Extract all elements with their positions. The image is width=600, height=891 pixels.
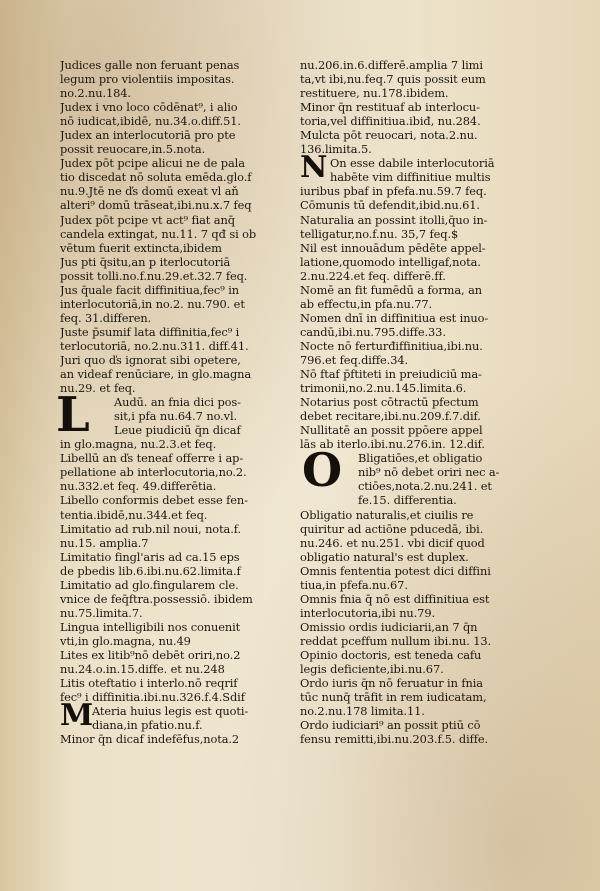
text-line: terlocutoriā, no.2.nu.311. diff.41. <box>60 338 249 353</box>
right-block-3 <box>300 184 548 451</box>
text-line: interlocutoria,ibi nu.79. <box>300 605 435 620</box>
text-line: nu.206.in.6.differē.amplia 7 limi <box>300 58 483 72</box>
drop-cap-initial: M <box>60 698 94 734</box>
text-line: Limitatio ad glo.fingularem cle. <box>60 577 239 592</box>
text-line: ta,vt ibi,nu.feq.7 quis possit eum <box>300 72 486 87</box>
left-block-4-m-section <box>60 698 300 734</box>
text-line: Nomē an fit fumēdū a forma, an <box>300 282 483 297</box>
text-line: interlocutoriā,in no.2. nu.790. et <box>60 296 245 311</box>
text-line: Litis oteftatio i interlo.nō reqrif <box>60 676 238 691</box>
text-line: vti,in glo.magna, nu.49 <box>60 633 191 648</box>
text-line: nib⁹ nō debet oriri nec a- <box>358 465 500 480</box>
text-line: Limitatio ad rub.nil noui, nota.f. <box>60 521 241 536</box>
index-column-left <box>56 58 300 747</box>
text-line: fec⁹ i diffinitia.ibi.nu.326.f.4.Sdif <box>60 690 245 705</box>
text-line: restituere, nu.178.ibidem. <box>300 86 449 101</box>
text-line: no.2.nu.184. <box>60 86 131 101</box>
text-line: Nomen dnī in diffinitiua est inuo- <box>300 310 489 325</box>
text-line: nu.29. et feq. <box>60 381 136 396</box>
drop-cap-initial: O <box>302 443 342 498</box>
text-line: Libellū an ďs teneaf offerre i ap- <box>60 451 244 466</box>
text-line: Mulcta pōt reuocari, nota.2.nu. <box>300 128 478 143</box>
text-line: Ordo iudiciari⁹ an possit ptiū cō <box>300 718 481 733</box>
text-line: Audū. an fnia dici pos- <box>114 395 241 410</box>
text-line: legum pro violentiis impositas. <box>60 72 235 87</box>
text-line: possit reuocare,in.5.nota. <box>60 142 206 157</box>
text-line: Bligatiōes,et obligatio <box>358 451 483 466</box>
text-line: Judex an interlocutoriā pro pte <box>60 128 236 143</box>
text-line: legis deficiente,ibi.nu.67. <box>300 662 444 677</box>
text-line: 2.nu.224.et feq. differē.ff. <box>300 268 446 283</box>
text-line: Leue piudiciū q̄n dicaf <box>114 423 241 438</box>
text-line: 136.limita.5. <box>300 142 372 157</box>
text-line: telligatur,no.f.nu. 35,7 feq.$ <box>300 226 459 241</box>
text-line: tio discedat nō soluta emēda.glo.f <box>60 170 252 185</box>
text-line: in glo.magna, nu.2.3.et feq. <box>60 437 217 452</box>
text-line: Lites ex litib⁹nō debēt oriri,no.2 <box>60 647 241 662</box>
text-line: nu.75.limita.7. <box>60 605 143 620</box>
text-line: nu.24.o.in.15.diffe. et nu.248 <box>60 662 225 677</box>
text-line: tiua,in pfefa.nu.67. <box>300 577 408 592</box>
text-line: fe.15. differentia. <box>358 493 457 508</box>
text-line: Omnis fnia q̄ nō est diffinitiua est <box>300 591 490 606</box>
text-line: nu.15. amplia.7 <box>60 535 149 550</box>
text-line: possit tolli.no.f.nu.29.et.32.7 feq. <box>60 268 248 283</box>
right-block-1 <box>300 58 548 156</box>
text-line: ab effectu,in pfa.nu.77. <box>300 296 433 311</box>
text-line: Judex i vno loco cōdēnat⁹, i alio <box>60 100 238 115</box>
text-line: de pbedis lib.6.ibi.nu.62.limita.f <box>60 563 241 578</box>
text-line: Minor q̄n restituaf ab interlocu- <box>300 100 480 115</box>
text-line: Libello conformis debet esse fen- <box>60 493 248 508</box>
text-line: Judex pōt pcipe alicui ne de pala <box>60 156 245 171</box>
text-line: nō iudicat,ibidē, nu.34.o.diff.51. <box>60 114 241 129</box>
text-line: habēte vim diffinitiue multis <box>330 170 491 185</box>
text-line: ctiōes,nota.2.nu.241. et <box>358 479 492 494</box>
text-line: reddat pceffum nullum ibi.nu. 13. <box>300 633 492 648</box>
text-line: Cōmunis tū defendit,ibid.nu.61. <box>300 198 480 213</box>
text-line: no.2.nu.178 limita.11. <box>300 704 425 719</box>
drop-cap-initial: N <box>300 150 328 186</box>
text-line: Omnis fententia potest dici diffini <box>300 563 491 578</box>
index-column-right <box>300 58 548 746</box>
text-line: 796.et feq.diffe.34. <box>300 352 409 367</box>
text-line: pellatione ab interlocutoria,no.2. <box>60 465 247 480</box>
text-line: iuribus pbaf in pfefa.nu.59.7 feq. <box>300 184 487 199</box>
text-line: nu.246. et nu.251. vbi dicif quod <box>300 535 485 550</box>
text-line: quiritur ad actiōne pducedā, ibi. <box>300 521 484 536</box>
text-line: Naturalia an possint itolli,q̄uo in- <box>300 212 488 227</box>
text-line: obligatio natural's est duplex. <box>300 549 469 564</box>
text-line: Omissio ordis iudiciarii,an 7 q̄n <box>300 619 478 634</box>
text-line: fensu remitti,ibi.nu.203.f.5. diffe. <box>300 732 489 747</box>
text-line: Judex pōt pcipe vt act⁹ fiat anq̄ <box>60 212 235 227</box>
text-line: Nullitatē an possit ppōere appel <box>300 423 483 438</box>
text-line: alteri⁹ domū trāseat,ibi.nu.x.7 feq <box>60 198 252 213</box>
text-line: tentia.ibidē,nu.344.et feq. <box>60 507 208 522</box>
text-line: Nil est innouādum pēdēte appel- <box>300 240 486 255</box>
text-line: Notarius post cōtractū pfectum <box>300 395 479 410</box>
text-line: Ateria huius legis est quoti- <box>92 704 249 719</box>
text-line: toria,vel diffinitiua.ibiđ, nu.284. <box>300 114 481 129</box>
text-line: Limitatio fingl'aris ad ca.15 eps <box>60 549 240 564</box>
text-line: Minor q̄n dicaf indefēfus,nota.2 <box>60 732 240 747</box>
text-line: nu.9.Jtē ne ďs domū exeat vl aň <box>60 184 239 199</box>
left-block-1 <box>60 58 300 395</box>
text-line: Ordo iuris q̄n nō feruatur in fnia <box>300 676 483 691</box>
left-block-5 <box>60 732 300 746</box>
text-line: On esse dabile interlocutoriā <box>330 156 495 171</box>
text-line: Judices galle non feruant penas <box>60 58 240 72</box>
text-line: Lingua intelligibili nos conuenit <box>60 619 241 634</box>
text-line: vnice de feq̄ftra.possessiō. ibidem <box>60 591 253 606</box>
text-line: Obligatio naturalis,et ciuilis re <box>300 507 474 522</box>
text-line: vētum fuerit extincta,ibidem <box>60 240 222 255</box>
text-line: an videaf renūciare, in glo.magna <box>60 367 252 382</box>
text-line: trimonii,no.2.nu.145.limita.6. <box>300 381 467 396</box>
right-block-5 <box>300 508 548 747</box>
text-line: Juste p̄sumif lata diffinitia,fec⁹ i <box>60 324 240 339</box>
left-block-3 <box>60 437 300 704</box>
text-line: sit,i pfa nu.64.7 no.vl. <box>114 409 238 424</box>
text-line: nu.332.et feq. 49.differētia. <box>60 479 217 494</box>
text-line: tūc nunq̄ trāfit in rem iudicatam, <box>300 690 487 705</box>
text-line: diana,in pfatio.nu.f. <box>92 718 203 733</box>
drop-cap-initial: L <box>56 387 90 444</box>
right-block-2-n-section <box>300 150 548 186</box>
text-line: Jus q̄uale facit diffinitiua,fec⁹ in <box>60 282 239 297</box>
text-line: Nocte nō ferturđiffinitiua,ibi.nu. <box>300 338 483 353</box>
text-line: candela extingat, nu.11. 7 qđ si ob <box>60 226 257 241</box>
text-line: candū,ibi.nu.795.diffe.33. <box>300 324 446 339</box>
text-line: lās ab iterlo.ibi.nu.276.in. 12.dif. <box>300 437 485 452</box>
text-line: Opinio doctoris, est teneda cafu <box>300 647 482 662</box>
text-line: debet recitare,ibi.nu.209.f.7.dif. <box>300 409 481 424</box>
text-line: latione,quomodo intelligaf,nota. <box>300 254 481 269</box>
text-line: Nō ftaf p̄ftiteti in preiudiciū ma- <box>300 367 482 382</box>
text-line: Jus pti q̄situ,an p iterlocutoriā <box>60 254 231 269</box>
text-line: Juri quo ďs ignorat sibi opetere, <box>60 352 241 367</box>
text-line: feq. 31.differen. <box>60 310 152 325</box>
